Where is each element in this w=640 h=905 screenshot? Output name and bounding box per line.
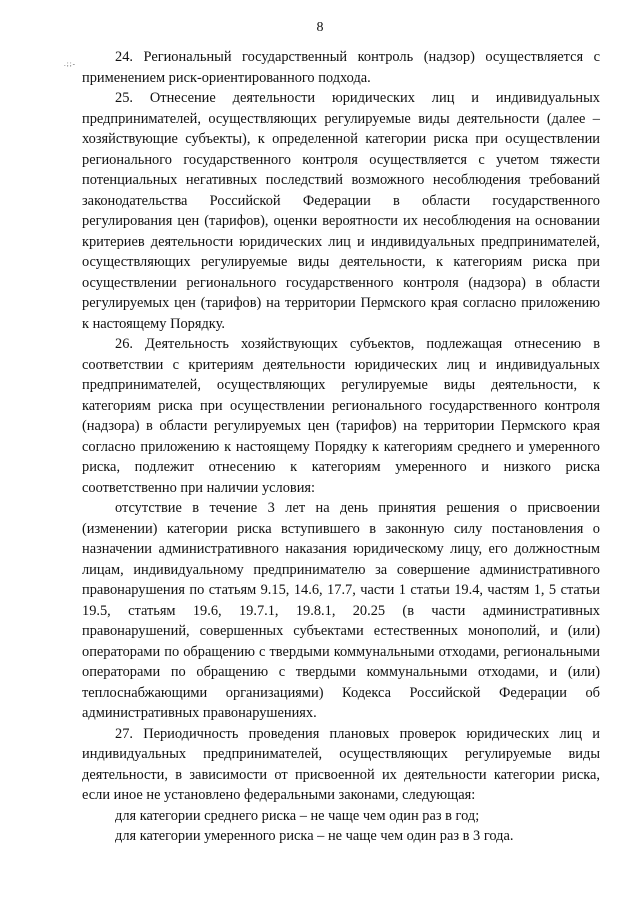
- paragraph-27-moderate-risk: для категории умеренного риска – не чаще чем один раз в 3 года.: [115, 828, 514, 844]
- paragraph-26-condition: отсутствие в течение 3 лет на день принятия решения о присвоении (изменении) категории риска вступившего в законную силу постановления о назначении административного наказания юридическому лицу, его должностным лицам, индивидуальному предпринимателю за совершение административного правонарушения по статьям 9.15, 14.6, 17.7, части 1 статьи 19.4, частям 1, 5 статьи 19.5, статьям 19.6, 19.7.1, 19.8.1, 20.25 (в части административных правонарушений, совершенных субъектами естественных монополий, и (или) операторами по обращению с твердыми коммунальными отходами, региональными операторами по обращению с твердыми коммунальными отходами, и (или) теплоснабжающими организациями) Кодекса Российской Федерации об административных правонарушениях.: [82, 500, 600, 721]
- paragraph-24: 24. Региональный государственный контроль (надзор) осуществляется с применением риск-ориентированного подхода.: [82, 49, 600, 86]
- scan-mark: .;;-: [64, 60, 76, 68]
- paragraph-27: 27. Периодичность проведения плановых проверок юридических лиц и индивидуальных предпринимателей, осуществляющих регулируемые виды деятельности, в зависимости от присвоенной их деятельности категории риска, если иное не установлено федеральными законами, следующая:: [82, 725, 600, 803]
- paragraph-25: 25. Отнесение деятельности юридических лиц и индивидуальных предпринимателей, осуществляющих регулируемые виды деятельности (далее – хозяйствующие субъекты), к определенной категории риска при осуществлении регионального государственного контроля осуществляется с учетом тяжести потенциальных негативных последствий возможного несоблюдения требований законодательства Российской Федерации в области государственного регулирования цен (тарифов), оценки вероятности их несоблюдения на основании критериев деятельности юридических лиц и индивидуальных предпринимателей, осуществляющих регулируемые виды деятельности, к категориям риска при осуществлении регионального государственного контроля (надзора) в области регулируемых цен (тарифов) на территории Пермского края согласно приложению к настоящему Порядку.: [82, 90, 600, 332]
- paragraph-26: 26. Деятельность хозяйствующих субъектов, подлежащая отнесению в соответствии с критериям деятельности юридических лиц и индивидуальных предпринимателей, осуществляющих регулируемые виды деятельности, к категориям риска при осуществлении регионального государственного контроля (надзора) в области регулируемых цен (тарифов) на территории Пермского края согласно приложению к настоящему Порядку к категориям среднего и умеренного риска, подлежит отнесению к категориям умеренного и низкого риска соответственно при наличии условия:: [82, 336, 600, 496]
- page-number: 8: [316, 20, 324, 35]
- paragraph-27-medium-risk: для категории среднего риска – не чаще чем один раз в год;: [115, 807, 480, 824]
- document-body: [82, 47, 600, 847]
